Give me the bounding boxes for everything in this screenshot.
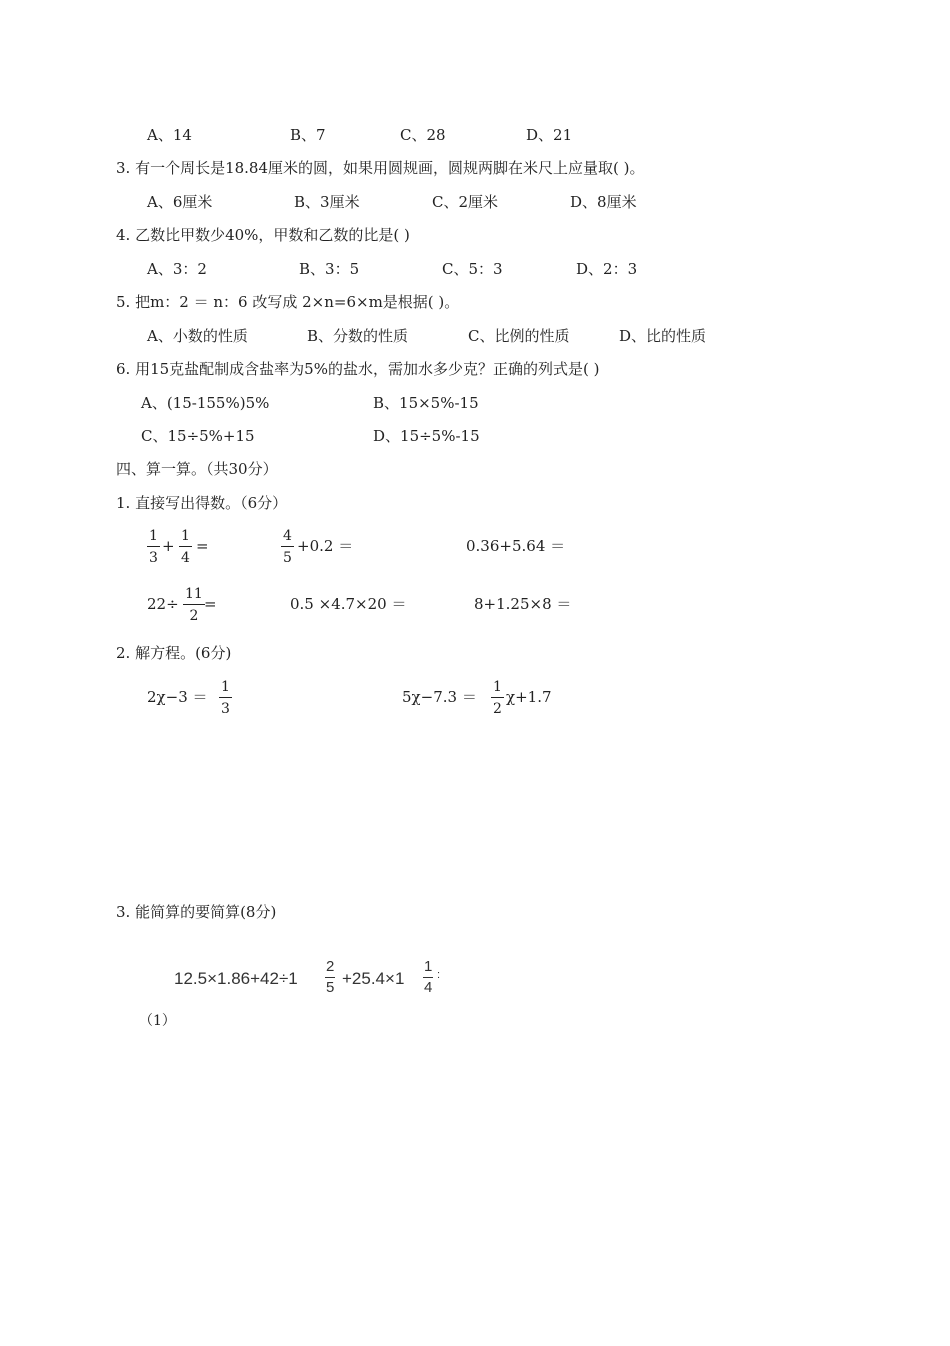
item-1-label: （1） xyxy=(139,1013,176,1029)
q6-option-b: B、15×5%-15 xyxy=(373,394,479,412)
equation-2-tail: χ+1.7 xyxy=(506,688,552,706)
simplify-expression-part-1: 12.5×1.86+42÷1 xyxy=(174,969,298,988)
part-2-title: 2. 解方程。(6分) xyxy=(116,644,232,662)
q4-option-b: B、3：5 xyxy=(299,260,360,278)
fraction-1-4: $\frac{1}{4}$ xyxy=(181,528,190,566)
q3-option-b: B、3厘米 xyxy=(294,193,360,211)
q5-option-d: D、比的性质 xyxy=(619,327,707,345)
q5-option-c: C、比例的性质 xyxy=(468,327,570,345)
q6-option-d: D、15÷5%-15 xyxy=(373,427,480,445)
q4-option-c: C、5：3 xyxy=(442,260,503,278)
mixed-fraction-2-5: $\frac{2}{5}$ xyxy=(326,958,335,996)
expression-4-lead: 22÷ xyxy=(147,595,179,613)
q3-option-c: C、2厘米 xyxy=(432,193,499,211)
expression-4-tail: = xyxy=(204,595,217,613)
part-3-title: 3. 能简算的要简算(8分) xyxy=(116,903,277,921)
expression-end-mark: : xyxy=(437,969,441,981)
fraction-4-5: $\frac{4}{5}$ xyxy=(283,528,292,566)
question-5: 5. 把m：2 ＝ n：6 改写成 2×n=6×m是根据( )。 xyxy=(116,293,460,311)
fraction-1-3: $\frac{1}{3}$ xyxy=(149,528,158,566)
q4-option-a: A、3：2 xyxy=(147,260,207,278)
question-3: 3. 有一个周长是18.84厘米的圆，如果用圆规画，圆规两脚在米尺上应量取( )。 xyxy=(116,159,645,177)
plus-sign: + xyxy=(162,537,175,555)
expression-3: 0.36+5.64 ＝ xyxy=(466,537,566,555)
q2-option-d: D、21 xyxy=(526,126,573,144)
simplify-expression-part-2: +25.4×1 xyxy=(342,969,405,988)
question-4: 4. 乙数比甲数少40%，甲数和乙数的比是( ) xyxy=(116,226,410,244)
mixed-fraction-1-4: $\frac{1}{4}$ xyxy=(424,958,433,996)
q6-option-c: C、15÷5%+15 xyxy=(141,427,255,445)
expression-5: 0.5 ×4.7×20 ＝ xyxy=(290,595,407,613)
fraction-1-2-eq: $\frac{1}{2}$ xyxy=(493,679,502,717)
q2-option-a: A、14 xyxy=(147,126,192,144)
equation-2-lead: 5χ−7.3 ＝ xyxy=(402,688,477,706)
q2-option-b: B、7 xyxy=(290,126,326,144)
q4-option-d: D、2：3 xyxy=(576,260,638,278)
section-4-title: 四、算一算。（共30分） xyxy=(116,460,278,478)
q3-option-a: A、6厘米 xyxy=(147,193,213,211)
question-6: 6. 用15克盐配制成含盐率为5%的盐水，需加水多少克？正确的列式是( ) xyxy=(116,360,600,378)
q3-option-d: D、8厘米 xyxy=(570,193,637,211)
q5-option-b: B、分数的性质 xyxy=(307,327,409,345)
q5-option-a: A、小数的性质 xyxy=(147,327,248,345)
equals-sign: = xyxy=(196,537,209,555)
q2-option-c: C、28 xyxy=(400,126,446,144)
part-1-title: 1. 直接写出得数。（6分） xyxy=(116,494,288,512)
expression-2-tail: +0.2 ＝ xyxy=(297,537,354,555)
expression-6: 8+1.25×8 ＝ xyxy=(474,595,572,613)
q6-option-a: A、(15-155%)5% xyxy=(141,394,270,412)
fraction-1-3-eq: $\frac{1}{3}$ xyxy=(221,679,230,717)
fraction-11-2: $\frac{11}{2}$ xyxy=(185,586,203,624)
equation-1-lead: 2χ−3 ＝ xyxy=(147,688,208,706)
